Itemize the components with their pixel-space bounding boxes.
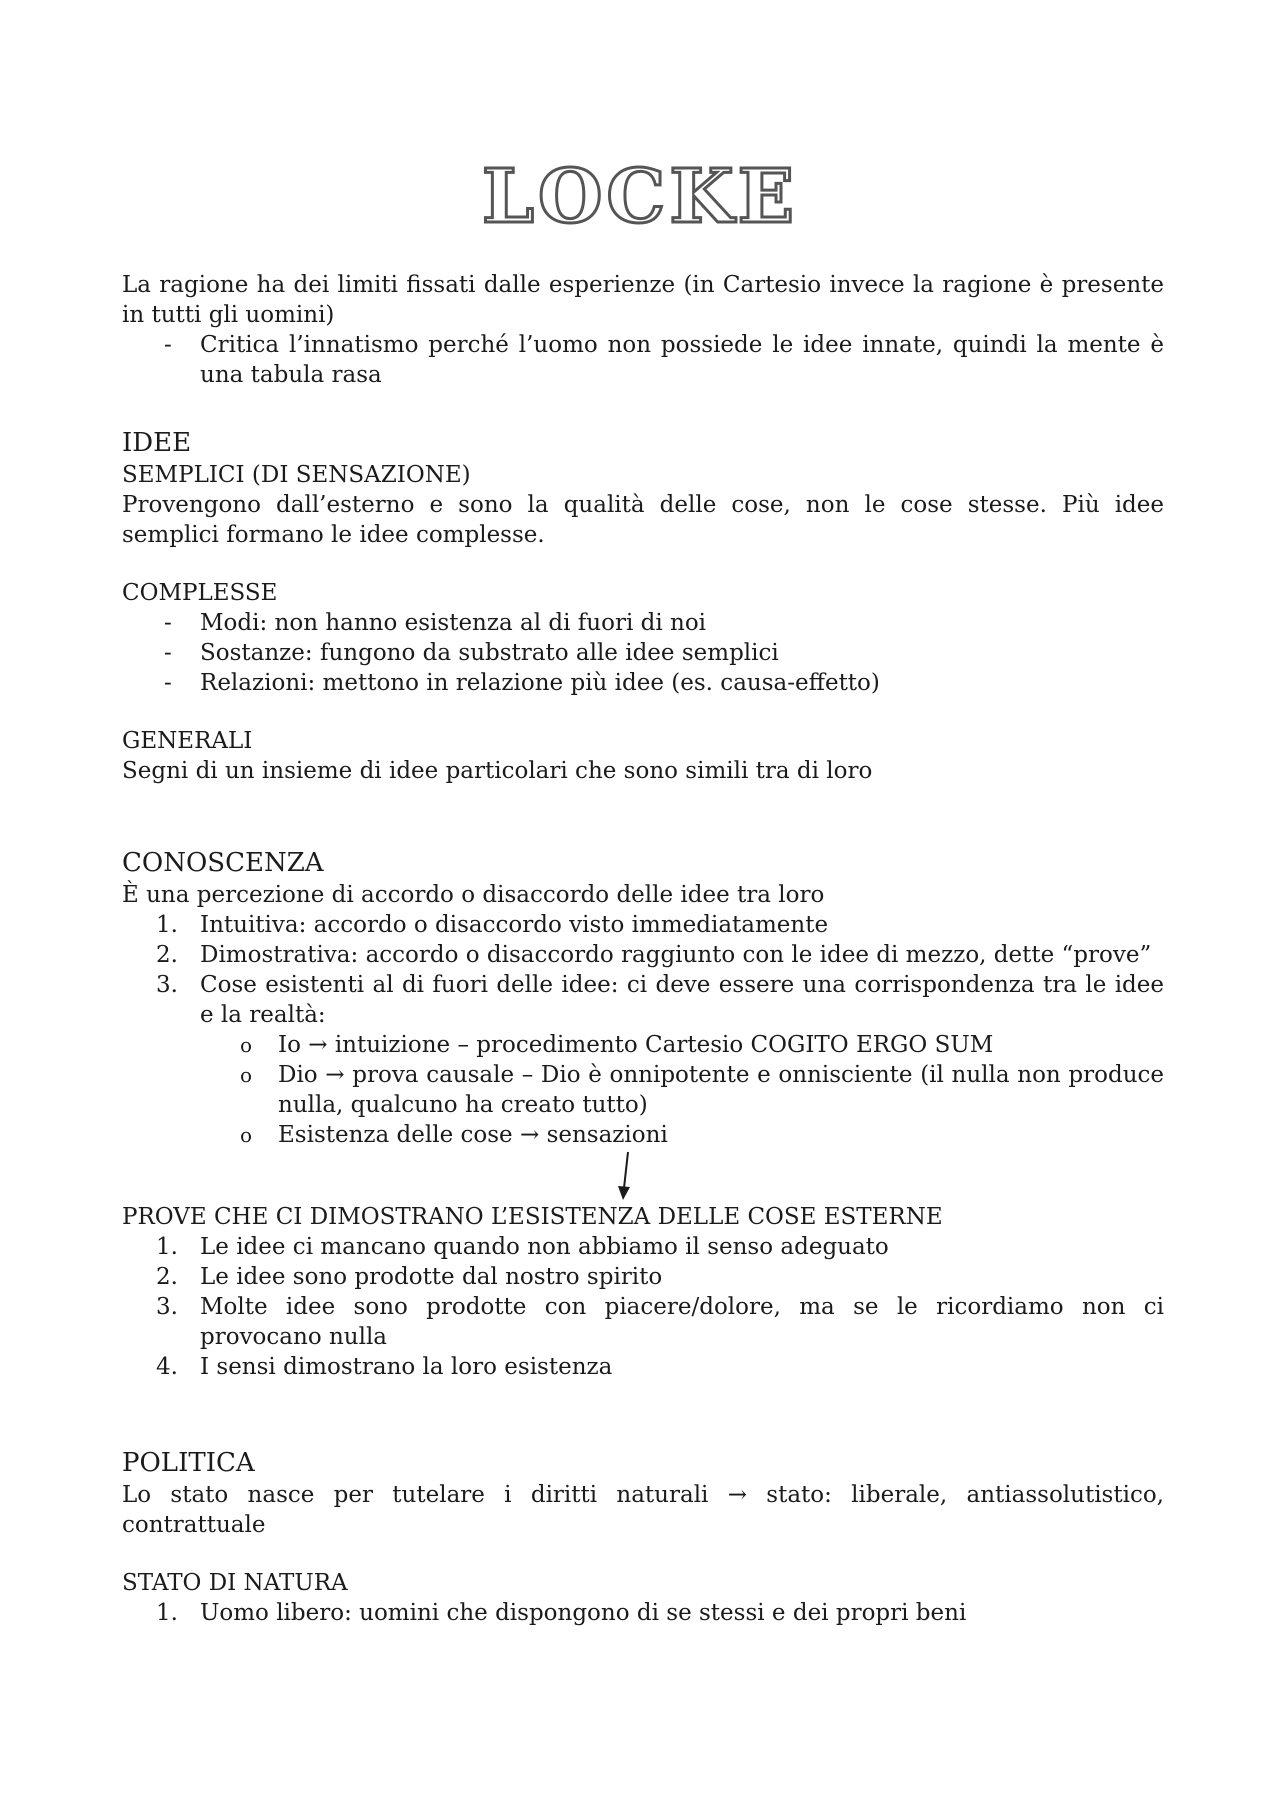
down-arrow-icon <box>612 1150 636 1202</box>
list-item: o Dio → prova causale – Dio è onnipotente e onnisciente (il nulla non produce nulla, qualcuno ha creato tutto) <box>240 1062 1164 1118</box>
list-item: 2. Dimostrativa: accordo o disaccordo raggiunto con le idee di mezzo, dette “prove” <box>156 942 1152 968</box>
list-item: 1. Intuitiva: accordo o disaccordo visto immediatamente <box>156 912 829 938</box>
document-body <box>122 270 1164 1628</box>
politica-text: Lo stato nasce per tutelare i diritti naturali → stato: liberale, antiassolutistico, contrattuale <box>122 1482 1164 1538</box>
conoscenza-list <box>122 910 1164 1030</box>
list-item: - Critica l’innatismo perché l’uomo non possiede le idee innate, quindi la mente è una tabula rasa <box>164 332 1164 388</box>
subheading-complesse: COMPLESSE <box>122 580 278 606</box>
conoscenza-text: È una percezione di accordo o disaccordo delle idee tra loro <box>122 882 825 908</box>
list-item: o Esistenza delle cose → sensazioni <box>240 1122 668 1148</box>
section-heading-conoscenza: CONOSCENZA <box>122 848 324 878</box>
title-container <box>0 154 1280 240</box>
section-heading-politica: POLITICA <box>122 1448 255 1478</box>
list-item: 3. Molte idee sono prodotte con piacere/dolore, ma se le ricordiamo non ci provocano nulla <box>156 1294 1164 1350</box>
page-title: LOCKE <box>481 154 799 240</box>
conoscenza-sublist <box>122 1030 1164 1150</box>
list-item: - Relazioni: mettono in relazione più idee (es. causa-effetto) <box>164 670 880 696</box>
list-item: o Io → intuizione – procedimento Cartesio COGITO ERGO SUM <box>240 1032 994 1058</box>
section-heading-idee: IDEE <box>122 428 192 458</box>
subheading-stato-di-natura: STATO DI NATURA <box>122 1570 348 1596</box>
subheading-generali: GENERALI <box>122 728 253 754</box>
list-item: 1. Le idee ci mancano quando non abbiamo il senso adeguato <box>156 1234 889 1260</box>
list-item: 2. Le idee sono prodotte dal nostro spirito <box>156 1264 663 1290</box>
list-item: 4. I sensi dimostrano la loro esistenza <box>156 1354 613 1380</box>
intro-list <box>122 330 1164 390</box>
subheading-prove: PROVE CHE CI DIMOSTRANO L’ESISTENZA DELLE COSE ESTERNE <box>122 1204 943 1230</box>
subheading-semplici: SEMPLICI (DI SENSAZIONE) <box>122 462 471 488</box>
intro-text: La ragione ha dei limiti fissati dalle esperienze (in Cartesio invece la ragione è presente in tutti gli uomini) <box>122 272 1164 328</box>
list-item: 3. Cose esistenti al di fuori delle idee: ci deve essere una corrispondenza tra le idee e la realtà: <box>156 972 1164 1028</box>
stato-list <box>122 1598 1164 1628</box>
semplici-text: Provengono dall’esterno e sono la qualità delle cose, non le cose stesse. Più idee semplici formano le idee complesse. <box>122 492 1164 548</box>
list-item: - Sostanze: fungono da substrato alle idee semplici <box>164 640 779 666</box>
down-arrow-row <box>122 1150 1164 1202</box>
complesse-list <box>122 608 1164 698</box>
generali-text: Segni di un insieme di idee particolari che sono simili tra di loro <box>122 758 873 784</box>
prove-list <box>122 1232 1164 1382</box>
list-item: 1. Uomo libero: uomini che dispongono di se stessi e dei propri beni <box>156 1600 967 1626</box>
list-item: - Modi: non hanno esistenza al di fuori di noi <box>164 610 707 636</box>
